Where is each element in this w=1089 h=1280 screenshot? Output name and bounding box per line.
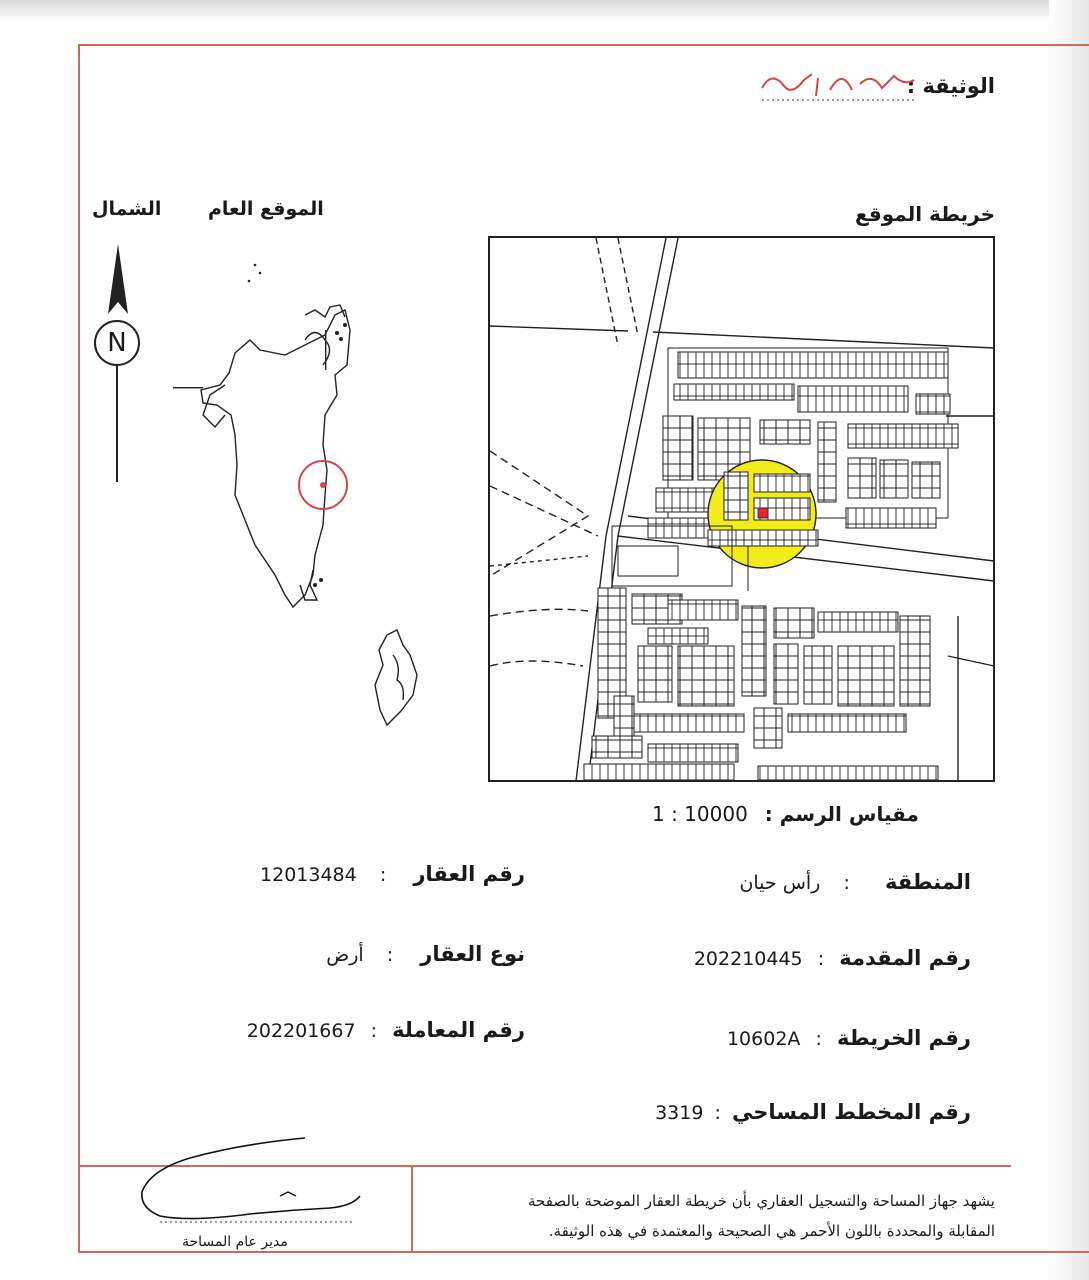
- map-number-sep: :: [815, 1028, 822, 1050]
- transaction-number-field: [247, 1018, 525, 1042]
- transaction-number-value: 202201667: [246, 1020, 356, 1042]
- north-compass: [94, 320, 140, 366]
- region-label: المنطقة: [884, 870, 971, 894]
- certification-line-1: يشهد جهاز المساحة والتسجيل العقاري بأن خريطة العقار الموضحة بالصفحة: [528, 1192, 995, 1210]
- map-number-field: [727, 1026, 971, 1050]
- map-number-value: 10602A: [726, 1028, 801, 1050]
- property-type-value: أرض: [326, 944, 364, 966]
- document-label: الوثيقة :: [906, 74, 995, 98]
- transaction-number-label: رقم المعاملة: [392, 1018, 525, 1042]
- site-map: [488, 236, 995, 782]
- application-number-label: رقم المقدمة: [839, 946, 971, 970]
- north-arrow-icon: [104, 240, 132, 316]
- north-letter: N: [107, 328, 127, 358]
- application-number-field: [694, 946, 971, 970]
- scale: [652, 802, 919, 826]
- survey-plan-number-field: [655, 1100, 971, 1124]
- scale-value: 1 : 10000: [652, 802, 748, 826]
- scan-edge-shadow: [0, 0, 1089, 22]
- property-type-sep: :: [386, 944, 394, 966]
- bahrain-location-map: [165, 255, 435, 735]
- property-number-value: 12013484: [260, 864, 357, 886]
- scale-label: مقياس الرسم :: [764, 802, 919, 826]
- transaction-number-sep: :: [370, 1020, 378, 1042]
- region-value: رأس حيان: [739, 872, 821, 894]
- north-label: الشمال: [92, 198, 162, 220]
- handwritten-document-number: [752, 66, 922, 106]
- application-number-sep: :: [817, 948, 825, 970]
- property-number-field: [260, 862, 525, 886]
- property-type-label: نوع العقار: [420, 942, 525, 966]
- signatory-title: مدير عام المساحة: [182, 1234, 288, 1250]
- certification-line-2: المقابلة والمحددة باللون الأحمر هي الصحيحة والمعتمدة في هذه الوثيقة.: [548, 1222, 995, 1240]
- region-field: [739, 870, 971, 894]
- map-number-label: رقم الخريطة: [837, 1026, 971, 1050]
- north-line: [116, 366, 118, 482]
- signature: [130, 1130, 370, 1230]
- survey-plan-number-label: رقم المخطط المساحي: [732, 1100, 971, 1124]
- property-number-sep: :: [379, 864, 387, 886]
- property-type-field: [326, 942, 525, 966]
- property-number-label: رقم العقار: [413, 862, 525, 886]
- region-sep: :: [843, 872, 850, 894]
- site-map-title: خريطة الموقع: [854, 202, 995, 226]
- survey-plan-number-sep: :: [714, 1102, 721, 1124]
- general-location-title: الموقع العام: [208, 198, 324, 220]
- survey-plan-number-value: 3319: [655, 1102, 704, 1124]
- application-number-value: 202210445: [693, 948, 803, 970]
